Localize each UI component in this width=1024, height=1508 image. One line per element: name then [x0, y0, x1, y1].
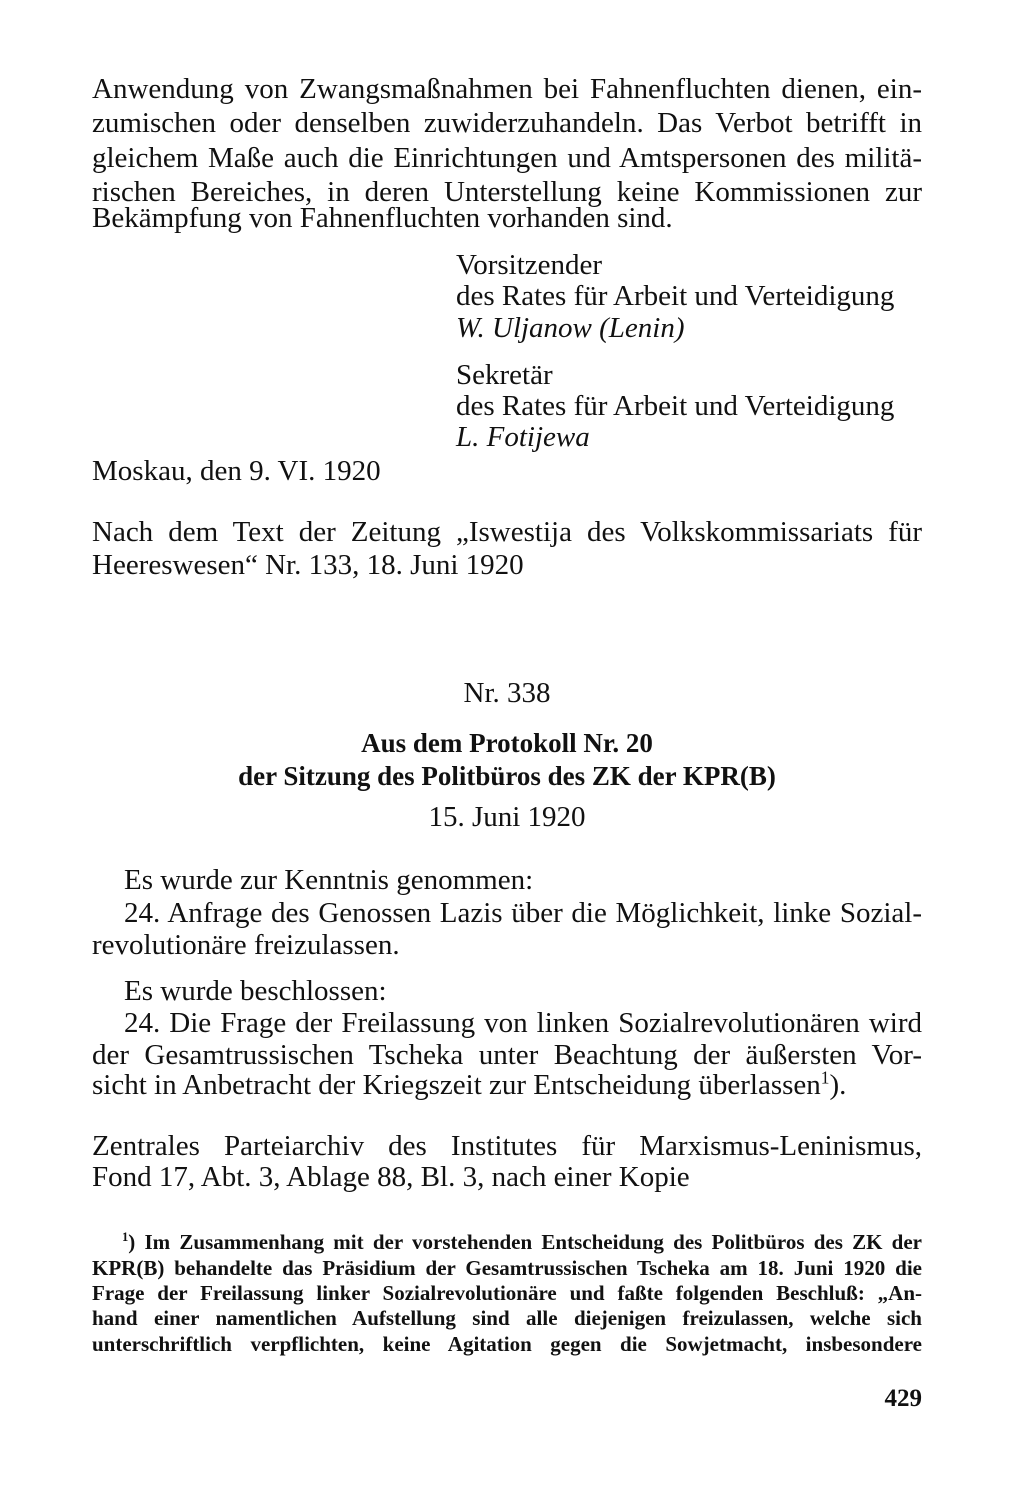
footnote-line-text: ) Im Zusammenhang mit der vorstehenden Entscheidung des Politbüros des ZK der — [128, 1230, 922, 1254]
text-line: Anwendung von Zwangsmaßnahmen bei Fahnenfluchten dienen, ein- — [92, 73, 922, 105]
footnote-line: KPR(B) behandelte das Präsidium der Gesamtrussischen Tscheka am 18. Juni 1920 die — [92, 1256, 922, 1280]
text-line: gleichem Maße auch die Einrichtungen und Amtspersonen des militä- — [92, 142, 922, 174]
resolved-line: der Gesamtrussischen Tscheka unter Beachtung der äußersten Vor- — [92, 1039, 922, 1071]
document-page — [92, 0, 922, 1508]
footnote-line — [122, 1230, 922, 1255]
secretary-title: Sekretär — [456, 359, 553, 391]
chair-title-council: des Rates für Arbeit und Verteidigung — [456, 280, 895, 312]
source-line: Nach dem Text der Zeitung „Iswestija des Volkskommissariats für — [92, 516, 922, 548]
noted-line: 24. Anfrage des Genossen Lazis über die Möglichkeit, linke Sozial- — [124, 897, 922, 929]
chair-signature-name: W. Uljanow (Lenin) — [456, 312, 685, 344]
place-date: Moskau, den 9. VI. 1920 — [92, 455, 381, 487]
resolved-line-last — [92, 1068, 846, 1102]
footnote-line: Frage der Freilassung linker Sozialrevolutionäre und faßte folgenden Beschluß: „An- — [92, 1281, 922, 1305]
noted-line: revolutionäre freizulassen. — [92, 929, 400, 961]
noted-heading: Es wurde zur Kenntnis genommen: — [124, 864, 534, 896]
document-subtitle: der Sitzung des Politbüros des ZK der KPR(B) — [238, 761, 776, 791]
footnote-line: unterschriftlich verpflichten, keine Agitation gegen die Sowjetmacht, insbesondere — [92, 1332, 922, 1356]
page-number: 429 — [884, 1385, 922, 1412]
text-line: rischen Bereiches, in deren Unterstellung keine Kommissionen zur — [92, 176, 922, 208]
resolved-line-text: sicht in Anbetracht der Kriegszeit zur Entscheidung überlassen — [92, 1069, 821, 1101]
archive-source-line: Zentrales Parteiarchiv des Institutes für Marxismus-Leninismus, — [92, 1130, 922, 1162]
text-line: Bekämpfung von Fahnenfluchten vorhanden sind. — [92, 202, 673, 234]
resolved-line-end: ). — [829, 1069, 847, 1101]
secretary-signature-name: L. Fotijewa — [456, 421, 590, 453]
document-date: 15. Juni 1920 — [428, 801, 586, 833]
chair-title: Vorsitzender — [456, 249, 603, 281]
resolved-line: 24. Die Frage der Freilassung von linken Sozialrevolutionären wird — [124, 1007, 922, 1039]
source-line: Heereswesen“ Nr. 133, 18. Juni 1920 — [92, 549, 524, 581]
document-title: Aus dem Protokoll Nr. 20 — [361, 728, 653, 758]
document-number: Nr. 338 — [463, 677, 551, 709]
footnote-marker: 1 — [122, 1230, 129, 1244]
secretary-title-council: des Rates für Arbeit und Verteidigung — [456, 390, 895, 422]
footnote-line: hand einer namentlichen Aufstellung sind alle diejenigen freizulassen, welche sich — [92, 1306, 922, 1330]
footnote-reference: 1 — [820, 1067, 830, 1088]
archive-source-line: Fond 17, Abt. 3, Ablage 88, Bl. 3, nach einer Kopie — [92, 1161, 690, 1193]
text-line: zumischen oder denselben zuwiderzuhandeln. Das Verbot betrifft in — [92, 107, 922, 139]
resolved-heading: Es wurde beschlossen: — [124, 975, 387, 1007]
